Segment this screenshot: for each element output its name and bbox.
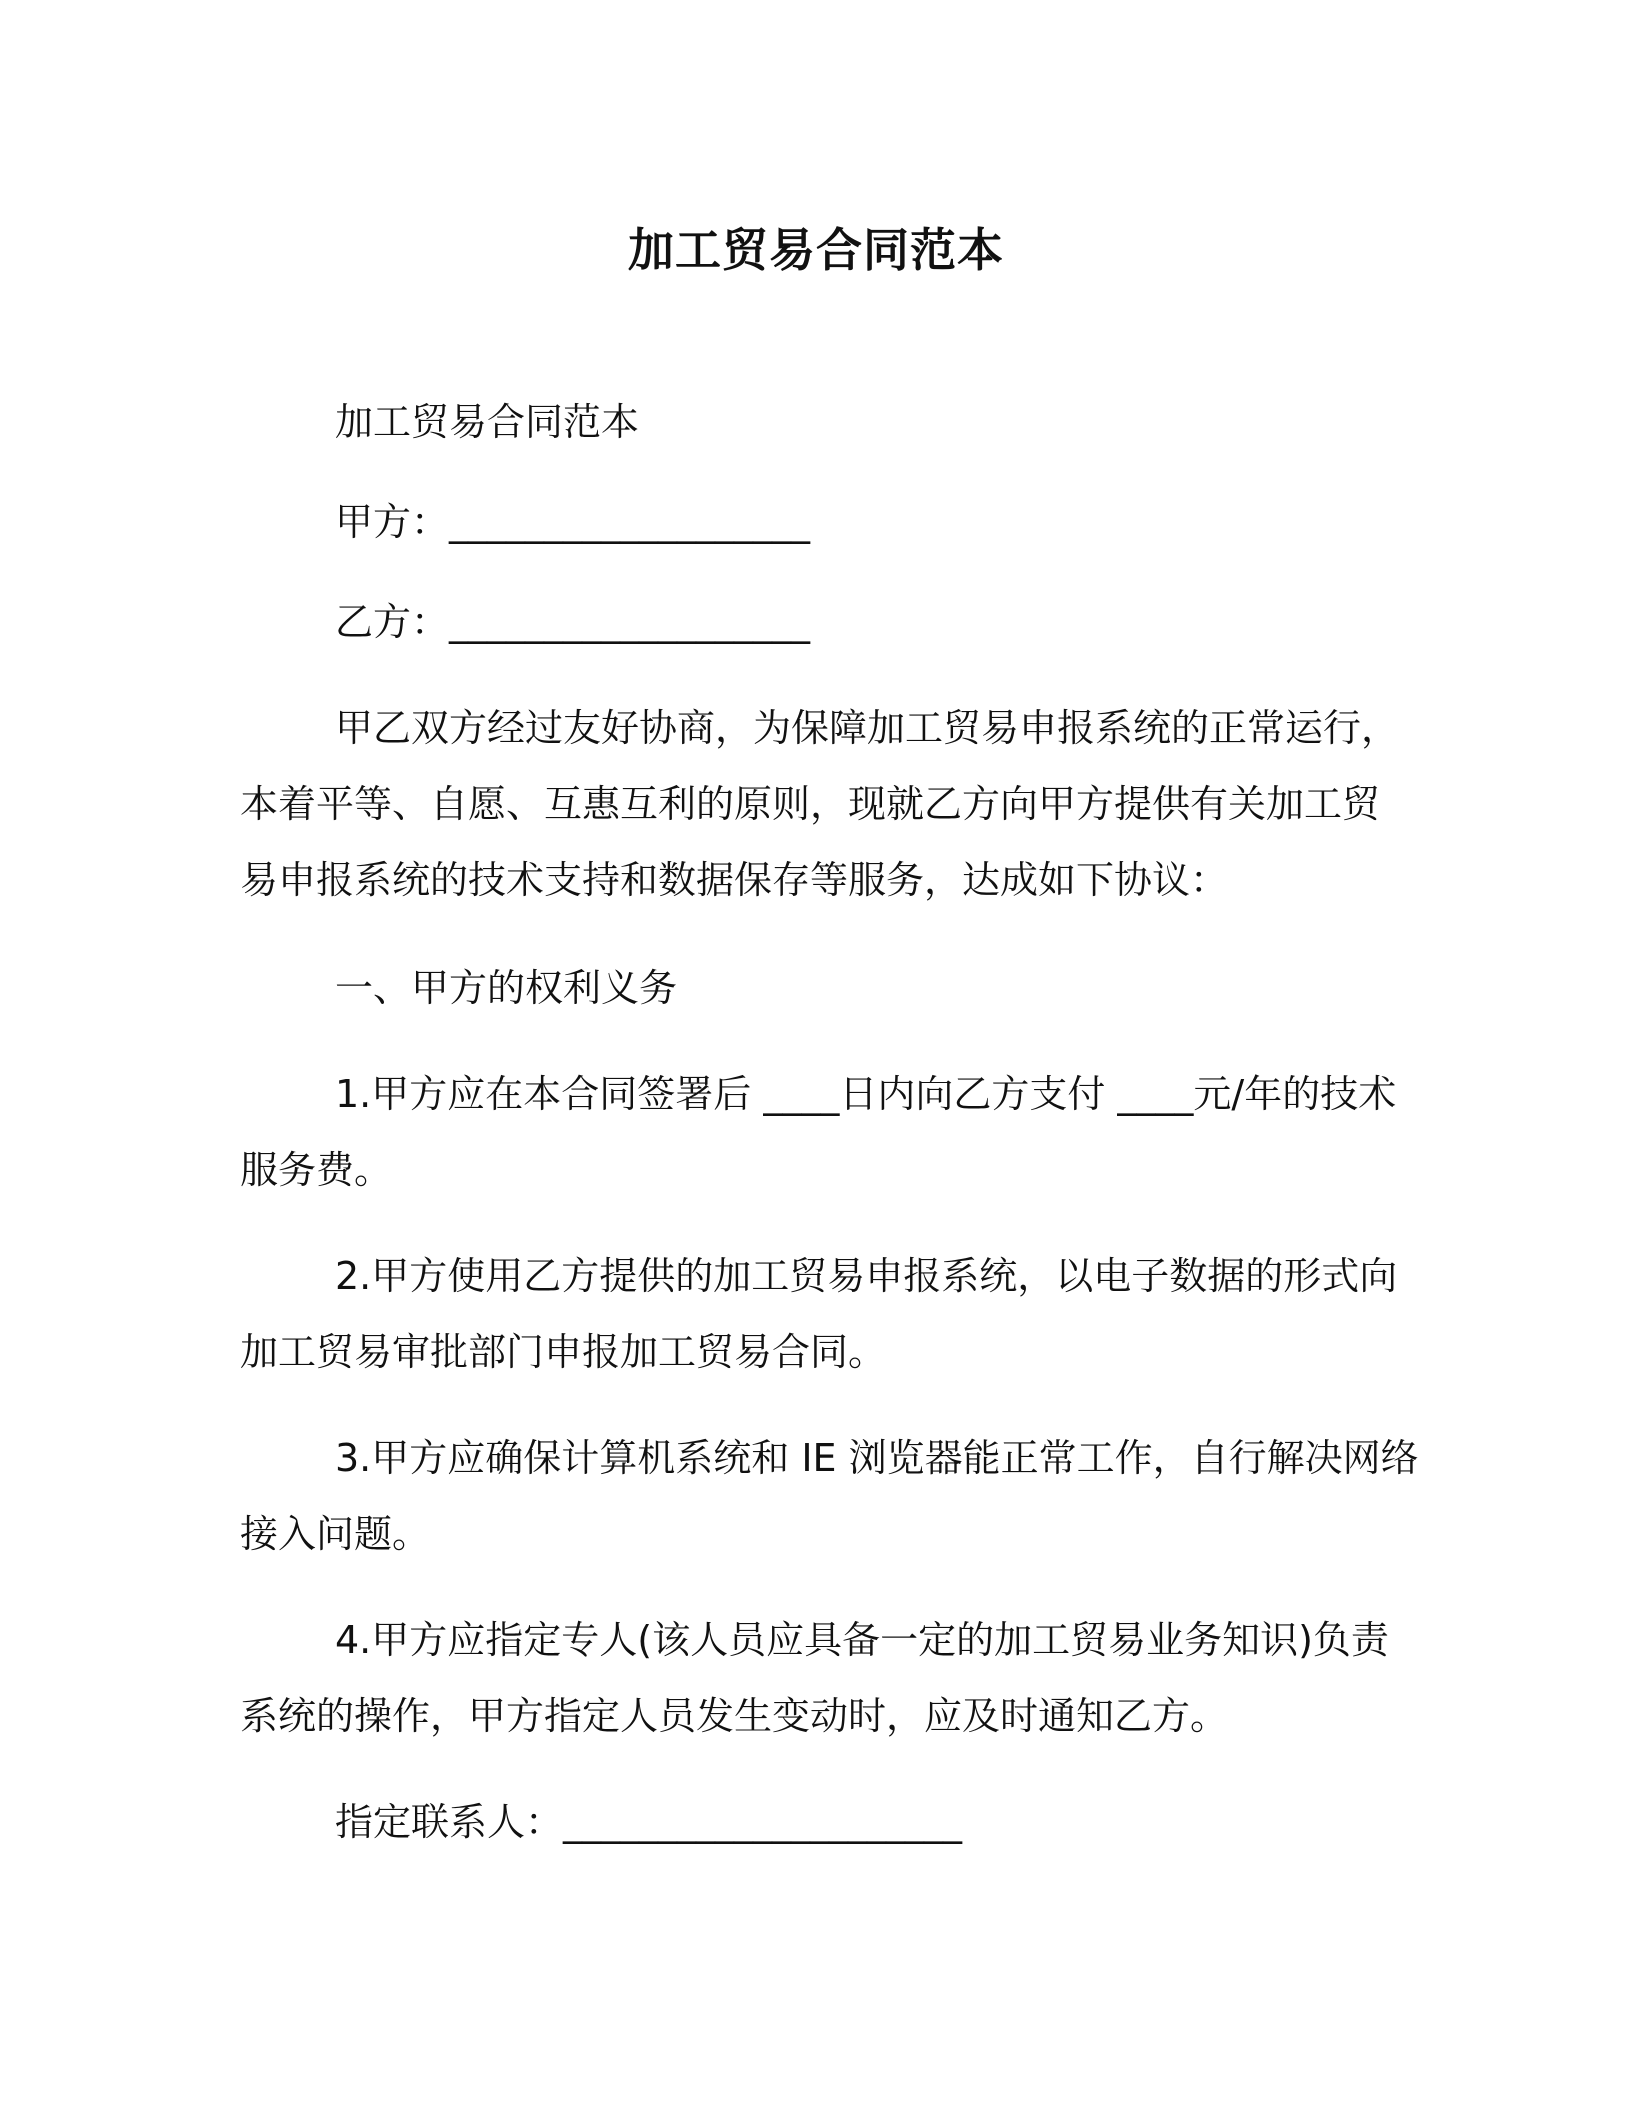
clause-2-line-2: 加工贸易审批部门申报加工贸易合同。 — [240, 1330, 887, 1374]
clause-4-line-1: 4.甲方应指定专人(该人员应具备一定的加工贸易业务知识)负责 — [335, 1618, 1389, 1662]
clause-4-line-2: 系统的操作，甲方指定人员发生变动时，应及时通知乙方。 — [240, 1694, 1229, 1738]
clause-1-line-1: 1.甲方应在本合同签署后 ____日内向乙方支付 ____元/年的技术 — [335, 1072, 1397, 1116]
party-a-line: 甲方：___________________ — [335, 500, 811, 544]
document-subtitle: 加工贸易合同范本 — [335, 400, 640, 444]
clause-1-line-2: 服务费。 — [240, 1148, 393, 1192]
clause-2-line-1: 2.甲方使用乙方提供的加工贸易申报系统，以电子数据的形式向 — [335, 1254, 1398, 1298]
document-title: 加工贸易合同范本 — [628, 223, 1004, 277]
intro-line-2: 本着平等、自愿、互惠互利的原则，现就乙方向甲方提供有关加工贸 — [240, 782, 1381, 826]
intro-line-1: 甲乙双方经过友好协商，为保障加工贸易申报系统的正常运行， — [335, 706, 1400, 750]
party-b-line: 乙方：___________________ — [335, 600, 811, 644]
contact-line: 指定联系人：_____________________ — [335, 1800, 963, 1844]
clause-3-line-1: 3.甲方应确保计算机系统和 IE 浏览器能正常工作，自行解决网络 — [335, 1436, 1419, 1480]
intro-line-3: 易申报系统的技术支持和数据保存等服务，达成如下协议： — [240, 858, 1229, 902]
clause-3-line-2: 接入问题。 — [240, 1512, 431, 1556]
section-1-heading: 一、甲方的权利义务 — [335, 966, 678, 1010]
